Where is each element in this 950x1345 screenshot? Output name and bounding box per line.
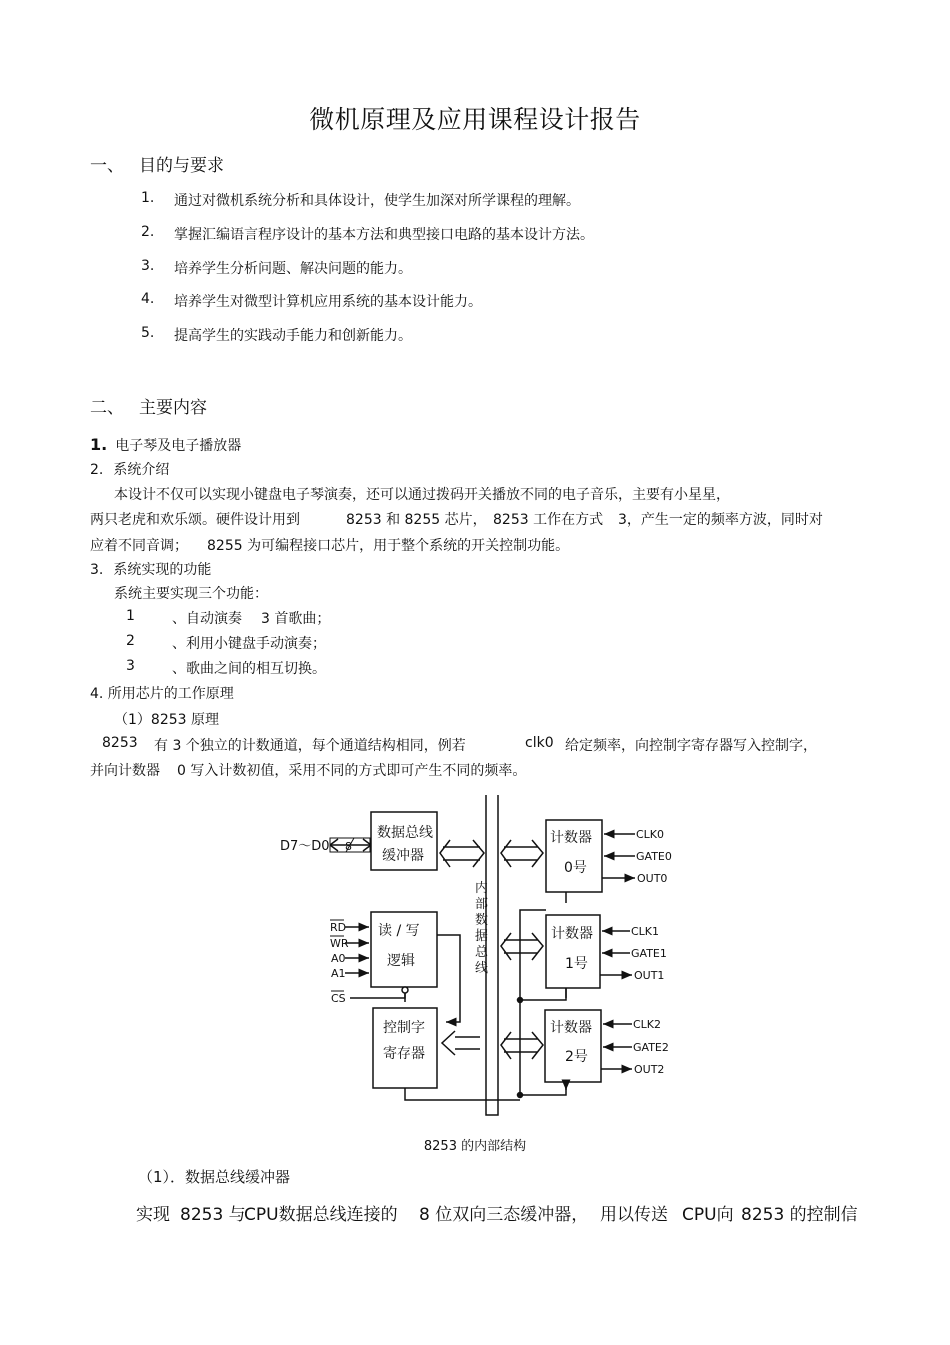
sub1-number: 1. — [90, 435, 108, 454]
list-item: 培养学生对微型计算机应用系统的基本设计能力。 — [174, 294, 482, 310]
buffer-label: 缓冲器 — [382, 848, 424, 864]
intro-line: 8253 和 8255 芯片， — [346, 512, 487, 528]
function-item: 、自动演奏 — [172, 611, 242, 627]
list-item: 通过对微机系统分析和具体设计，使学生加深对所学课程的理解。 — [174, 193, 580, 209]
a1-signal-label: A1 — [331, 967, 346, 980]
list-item: 掌握汇编语言程序设计的基本方法和典型接口电路的基本设计方法。 — [174, 227, 594, 243]
data-bus-label: D7～D0 — [280, 839, 330, 854]
sub1-heading: 电子琴及电子播放器 — [115, 438, 242, 454]
intro-line: 8253 工作在方式 — [493, 512, 604, 528]
counter-0-number: 0号 — [564, 860, 587, 876]
sub4-heading: 4. 所用芯片的工作原理 — [90, 686, 234, 702]
counter-2-number: 2号 — [565, 1049, 588, 1065]
function-number: 1 — [126, 608, 135, 624]
list-item-number: 4. — [141, 291, 155, 307]
buffer-paragraph: 用以传送 — [600, 1205, 668, 1225]
cs-signal-label: CS — [331, 992, 346, 1005]
buffer-paragraph: 实现 — [136, 1205, 170, 1225]
sub3-number: 3. — [90, 562, 104, 578]
rd-signal-label: RD — [330, 921, 347, 934]
function-item: 、利用小键盘手动演奏； — [172, 636, 326, 652]
rw-logic-label: 读 / 写 — [378, 923, 420, 939]
internal-bus-label: 据 — [475, 929, 489, 944]
control-register-label: 控制字 — [383, 1020, 425, 1036]
counter1-bus-arrow — [501, 933, 543, 960]
intro-line: 8255 为可编程接口芯片，用于整个系统的开关控制功能。 — [207, 538, 570, 554]
out1-label: OUT1 — [634, 969, 665, 982]
figure-caption: 8253 的内部结构 — [423, 1139, 527, 1154]
counter-1-number: 1号 — [565, 956, 588, 972]
paragraph-8253: clk0 — [525, 735, 554, 751]
buffer-bus-arrow — [440, 840, 484, 867]
counter2-bus-arrow — [501, 1032, 543, 1059]
list-item: 提高学生的实践动手能力和创新能力。 — [174, 328, 412, 344]
function-number: 3 — [126, 658, 135, 674]
paragraph-8253: 有 3 个独立的计数通道，每个通道结构相同，例若 — [154, 738, 466, 754]
sub3-heading: 系统实现的功能 — [113, 562, 212, 578]
internal-bus-label: 线 — [475, 961, 489, 976]
out0-label: OUT0 — [637, 872, 668, 885]
section2-number: 二、 — [90, 398, 124, 418]
counter-2-title: 计数器 — [550, 1020, 592, 1036]
internal-bus-label: 内 — [475, 881, 489, 896]
intro-line: 3，产生一定的频率方波，同时对 — [618, 512, 823, 528]
bus-width-label: 8 — [345, 840, 352, 853]
function-intro: 系统主要实现三个功能： — [114, 586, 268, 602]
page-title: 微机原理及应用课程设计报告 — [309, 105, 641, 134]
counter-0-title: 计数器 — [550, 830, 592, 846]
internal-bus-label: 部 — [475, 897, 489, 912]
paragraph-8253: 给定频率，向控制字寄存器写入控制字， — [565, 738, 817, 754]
function-item: 、歌曲之间的相互切换。 — [172, 661, 326, 677]
function-extra: 3 首歌曲； — [261, 611, 331, 627]
buffer-paragraph: CPU向 — [682, 1205, 734, 1225]
buffer-paragraph: 8253 与 — [180, 1205, 246, 1225]
function-number: 2 — [126, 633, 135, 649]
section1-heading: 目的与要求 — [139, 156, 224, 176]
intro-line: 本设计不仅可以实现小键盘电子琴演奏，还可以通过拨码开关播放不同的电子音乐，主要有小星星， — [114, 487, 730, 503]
buffer-label: 数据总线 — [377, 825, 433, 841]
wr-signal-label: WR — [330, 937, 349, 950]
internal-bus-label: 总 — [475, 945, 489, 960]
paragraph-8253: 0 写入计数初值，采用不同的方式即可产生不同的频率。 — [177, 763, 527, 779]
paragraph-8253: 并向计数器 — [90, 763, 160, 779]
gate2-label: GATE2 — [633, 1041, 669, 1054]
gate1-label: GATE1 — [631, 947, 667, 960]
sub4-1-heading: （1）8253 原理 — [114, 712, 219, 728]
buffer-paragraph: 8253 的控制信 — [741, 1205, 858, 1225]
gate0-label: GATE0 — [636, 850, 672, 863]
control-register-label: 寄存器 — [383, 1046, 425, 1062]
internal-bus-label: 数 — [475, 913, 489, 928]
counter-1-title: 计数器 — [551, 926, 593, 942]
a0-signal-label: A0 — [331, 952, 346, 965]
counter0-bus-arrow — [501, 840, 543, 867]
section1-number: 一、 — [90, 156, 124, 176]
clk1-label: CLK1 — [631, 925, 660, 938]
list-item-number: 3. — [141, 258, 155, 274]
control-bus-arrow — [442, 1031, 480, 1055]
sub2-heading: 系统介绍 — [113, 462, 170, 478]
buffer-paragraph: 8 位双向三态缓冲器， — [419, 1205, 589, 1225]
section2-heading: 主要内容 — [139, 398, 207, 418]
sub2-number: 2. — [90, 462, 104, 478]
buffer-paragraph: CPU数据总线连接的 — [244, 1205, 398, 1225]
paragraph-8253: 8253 — [102, 735, 138, 751]
list-item-number: 2. — [141, 224, 155, 240]
buffer-subsection-heading: （1）．数据总线缓冲器 — [138, 1168, 291, 1186]
clk0-label: CLK0 — [636, 828, 665, 841]
intro-line: 应着不同音调； — [90, 538, 188, 554]
rw-logic-label: 逻辑 — [387, 953, 415, 969]
clk2-label: CLK2 — [633, 1018, 662, 1031]
list-item-number: 5. — [141, 325, 155, 341]
diagram-8253-internal-structure — [270, 790, 690, 1125]
out2-label: OUT2 — [634, 1063, 665, 1076]
list-item-number: 1. — [141, 190, 155, 206]
intro-line: 两只老虎和欢乐颂。硬件设计用到 — [90, 512, 300, 528]
list-item: 培养学生分析问题、解决问题的能力。 — [174, 261, 412, 277]
